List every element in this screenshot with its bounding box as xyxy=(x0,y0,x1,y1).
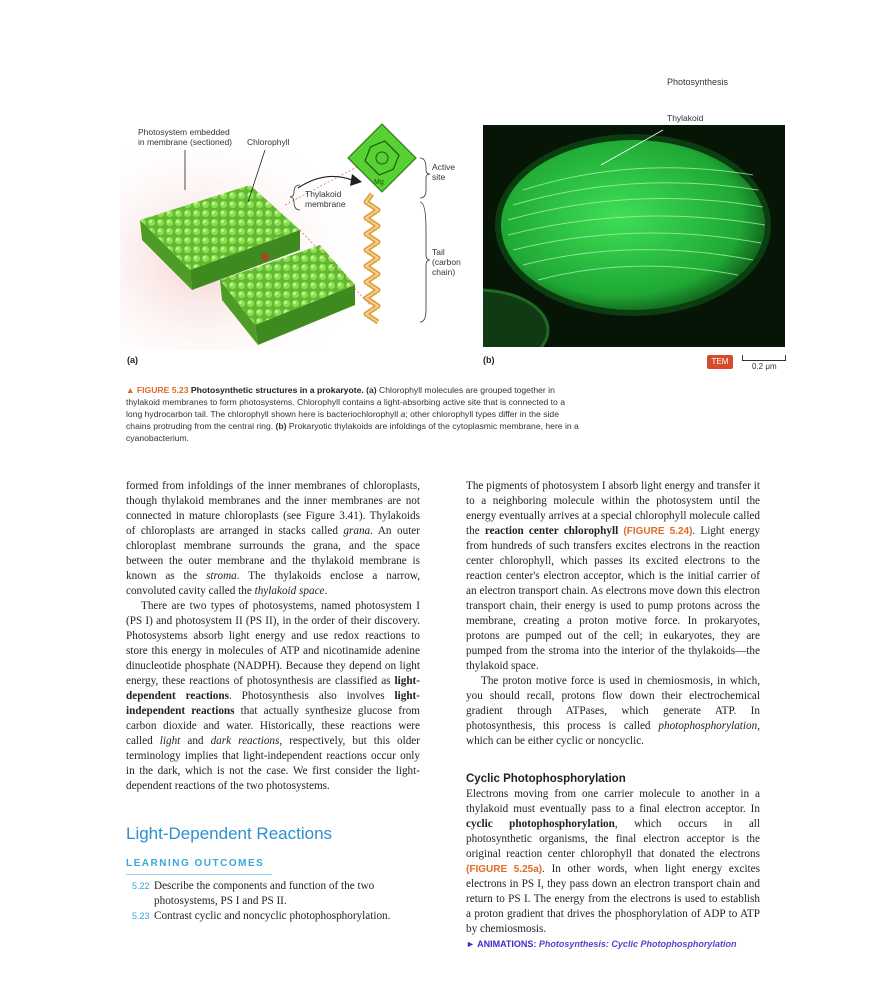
learning-outcome-item: 5.23 Contrast cyclic and noncyclic photophosphorylation. xyxy=(132,910,391,922)
paragraph: The pigments of photosystem I absorb light energy and transfer it to a neighboring molecule within the photosystem until the energy eventually arrives at a special chlorophyll molecule called the reaction center chlorophyll (FIGURE 5.24). Light energy from hundreds of such transfers excites electrons in the reaction center chlorophyll, which passes its excited electrons to the reaction center's electron acceptor, which is the initial carrier of an electron transport chain. As electrons move down this electron transport chain, their energy is used to pump protons across the membrane, creating a proton motive force. In prokaryotes, protons are pumped out of the cell; in eukaryotes, they are pumped from the stroma into the interior of the thylakoids—the thylakoid space. xyxy=(466,480,761,672)
subsection-title: Cyclic Photophosphorylation xyxy=(466,773,626,785)
learning-outcome-item: 5.22 Describe the components and function of the two photosystems, PS I and PS II. xyxy=(132,880,375,907)
label-thylakoid: Thylakoid xyxy=(667,113,704,123)
figure-link-5-24[interactable]: (FIGURE 5.24) xyxy=(623,526,693,537)
label-thylakoid-membrane: Thylakoid membrane xyxy=(305,189,346,209)
paragraph: formed from infoldings of the inner membranes of chloroplasts, though thylakoid membranes and the inner membranes are not connected in mature chloroplasts (see Figure 3.41). Thylakoids of chloroplasts are arranged in stacks called grana. An outer chloroplast membrane surrounds the grana, and the space between the outer membrane and the thylakoid membrane is known as the stroma. The thylakoids enclose a narrow, convoluted cavity called the thylakoid space. xyxy=(126,480,420,597)
panel-letter-a: (a) xyxy=(127,355,138,365)
paragraph: There are two types of photosystems, named photosystem I (PS I) and photosystem II (PS II), in the order of their discovery. Photosystems absorb light energy and use redox reactions to store this energy in molecules of ATP and nicotinamide adenine dinucleotide phosphate (NADPH). Because they depend on light energy, these reactions of photosynthesis are classified as light-dependent reactions. Photosynthesis also involves light-independent reactions that actually synthesize glucose from carbon dioxide and water. Historically, these reactions were called light and dark reactions, respectively, but this older terminology implies that light-independent reactions occur only in the dark, which is not the case. We first consider the light-dependent reactions of the two photosystems. xyxy=(126,600,420,792)
thylakoid-micrograph xyxy=(483,125,785,347)
scale-bar-label: 0.2 μm xyxy=(752,362,777,371)
tem-badge: TEM xyxy=(707,355,733,369)
label-active-site: Active site xyxy=(432,162,456,182)
learning-outcomes-title: LEARNING OUTCOMES xyxy=(126,856,272,875)
figure-title: Photosynthetic structures in a prokaryote. xyxy=(190,385,364,395)
figure-link-5-25a[interactable]: (FIGURE 5.25a) xyxy=(466,864,543,875)
figure-panel-a xyxy=(120,110,475,370)
label-chlorophyll: Chlorophyll xyxy=(247,137,290,147)
figure-number: ▲ FIGURE 5.23 xyxy=(126,385,189,395)
section-title: Light-Dependent Reactions xyxy=(126,824,333,843)
chlorophyll-illustration xyxy=(120,110,475,370)
figure-panel-b-tem-image xyxy=(483,125,785,347)
paragraph: The proton motive force is used in chemiosmosis, in which, you should recall, protons flow down their electrochemical gradient through ATPases, which generate ATP. In photosynthesis, this process is called photophosphorylation, which can be either cyclic or noncyclic. xyxy=(466,675,760,747)
label-mg: Mg xyxy=(374,179,384,186)
panel-letter-b: (b) xyxy=(483,355,495,365)
label-tail: Tail (carbon chain) xyxy=(432,247,461,277)
right-column xyxy=(466,479,760,952)
figure-caption: ▲ FIGURE 5.23 Photosynthetic structures in a prokaryote. (a) Chlorophyll molecules are grouped together in thylakoid membranes to form photosystems. Chlorophyll contains a light-absorbing active site that is connected to a long hydrocarbon tail. The chlorophyll shown here is bacteriochlorophyll a; other chlorophyll types differ in the side chains protruding from the central ring. (b) Prokaryotic thylakoids are infoldings of the cytoplasmic membrane, here in a cyanobacterium. xyxy=(126,385,579,443)
paragraph: Electrons moving from one carrier molecule to another in a thylakoid must eventually pass to a final electron acceptor. In cyclic photophosphorylation, which occurs in all photosynthetic organisms, the final electron acceptor is the original reaction center chlorophyll that donated the electrons (FIGURE 5.25a). In other words, when light energy excites electrons in PS I, they pass down an electron transport chain and return to PS I. The energy from the electrons is used to establish a proton gradient that drives the phosphorylation of ADP to ATP by chemiosmosis. xyxy=(466,788,760,935)
running-header: Photosynthesis xyxy=(666,77,728,87)
left-column xyxy=(126,479,420,924)
animations-link[interactable]: ► ANIMATIONS: Photosynthesis: Cyclic Photophosphorylation xyxy=(466,939,737,949)
label-photosystem: Photosystem embedded in membrane (sectioned) xyxy=(138,127,233,147)
scale-bar xyxy=(742,355,786,361)
